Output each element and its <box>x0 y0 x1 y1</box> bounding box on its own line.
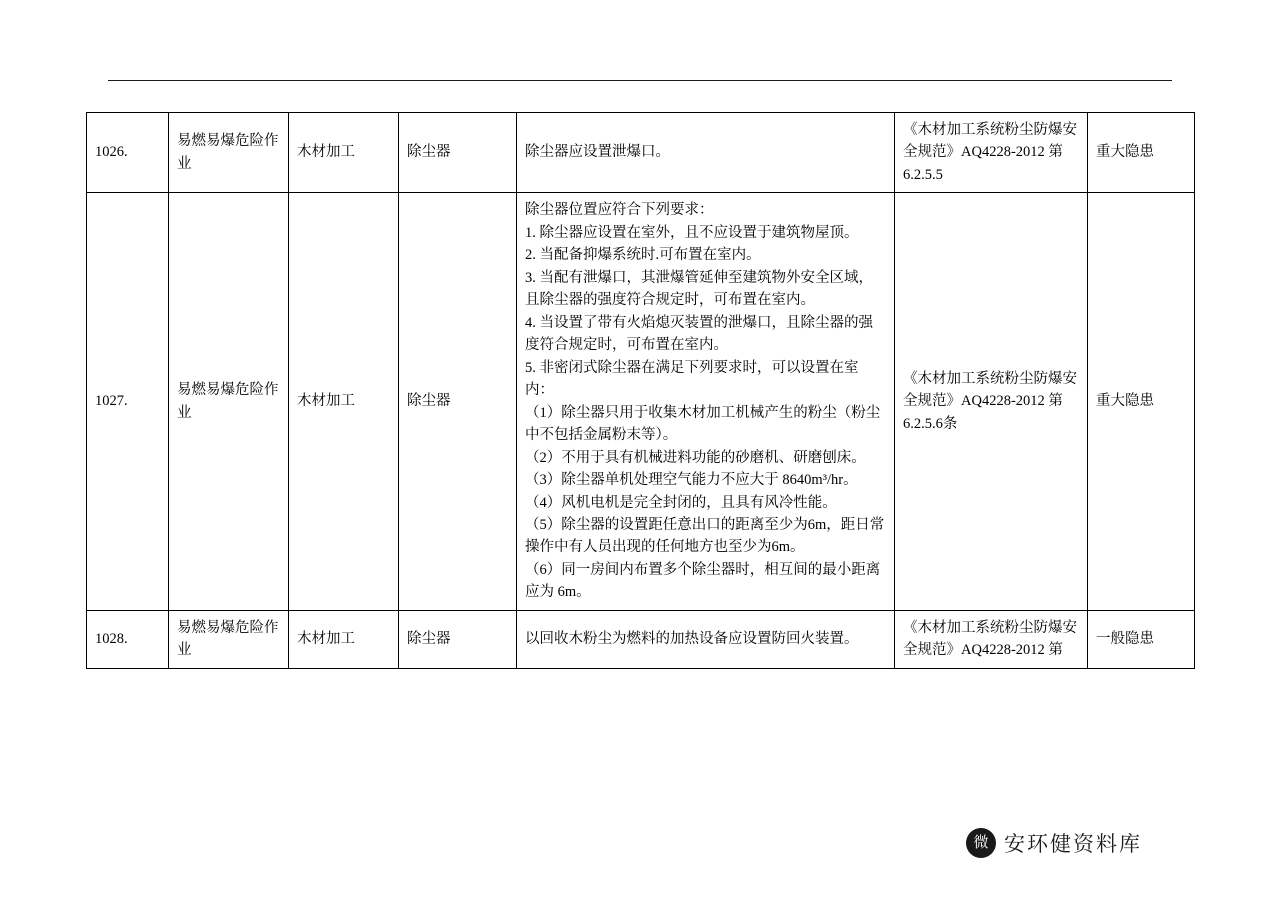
row-description: 以回收木粉尘为燃料的加热设备应设置防回火装置。 <box>517 610 895 668</box>
header-rule <box>108 80 1172 81</box>
desc-line: 除尘器位置应符合下列要求： <box>525 202 714 219</box>
row-level: 一般隐患 <box>1088 610 1195 668</box>
row-reference: 《木材加工系统粉尘防爆安全规范》AQ4228-2012 第6.2.5.5 <box>895 113 1088 193</box>
row-industry: 木材加工 <box>289 610 399 668</box>
wechat-logo-icon: 微 <box>966 828 996 858</box>
desc-line: （1）除尘器只用于收集木材加工机械产生的粉尘（粉尘中不包括金属粉末等）。 <box>525 404 881 444</box>
desc-line: 4. 当设置了带有火焰熄灭装置的泄爆口，且除尘器的强度符合规定时，可布置在室内。 <box>525 314 873 354</box>
row-number: 1028. <box>87 610 169 668</box>
footer-brand <box>966 828 1142 858</box>
table-row <box>87 610 1195 668</box>
desc-line: 1. 除尘器应设置在室外，且不应设置于建筑物屋顶。 <box>525 224 859 241</box>
desc-line: （3）除尘器单机处理空气能力不应大于 8640m³/hr。 <box>525 472 858 489</box>
table-row <box>87 193 1195 610</box>
row-number: 1027. <box>87 193 169 610</box>
row-description <box>517 193 895 610</box>
row-industry: 木材加工 <box>289 193 399 610</box>
desc-line: （6）同一房间内布置多个除尘器时，相互间的最小距离应为 6m。 <box>525 561 881 601</box>
row-device: 除尘器 <box>399 610 517 668</box>
desc-line: （5）除尘器的设置距任意出口的距离至少为6m，距日常操作中有人员出现的任何地方也至少为6m。 <box>525 516 885 556</box>
row-description: 除尘器应设置泄爆口。 <box>517 113 895 193</box>
row-reference: 《木材加工系统粉尘防爆安全规范》AQ4228-2012 第6.2.5.6条 <box>895 193 1088 610</box>
hazard-checklist-table <box>86 112 1195 669</box>
brand-name: 安环健资料库 <box>1004 832 1142 856</box>
row-device: 除尘器 <box>399 193 517 610</box>
row-category: 易燃易爆危险作业 <box>169 113 289 193</box>
row-industry: 木材加工 <box>289 113 399 193</box>
row-level: 重大隐患 <box>1088 193 1195 610</box>
desc-line: （4）风机电机是完全封闭的，且具有风冷性能。 <box>525 494 837 511</box>
row-reference: 《木材加工系统粉尘防爆安全规范》AQ4228-2012 第 <box>895 610 1088 668</box>
desc-line: 3. 当配有泄爆口，其泄爆管延伸至建筑物外安全区域，且除尘器的强度符合规定时，可布置在室内。 <box>525 269 873 309</box>
desc-line: 5. 非密闭式除尘器在满足下列要求时，可以设置在室内： <box>525 359 859 399</box>
table-row <box>87 113 1195 193</box>
row-number: 1026. <box>87 113 169 193</box>
row-category: 易燃易爆危险作业 <box>169 193 289 610</box>
desc-line: 2. 当配备抑爆系统时.可布置在室内。 <box>525 247 761 264</box>
row-level: 重大隐患 <box>1088 113 1195 193</box>
desc-line: （2）不用于具有机械进料功能的砂磨机、研磨刨床。 <box>525 449 866 466</box>
row-device: 除尘器 <box>399 113 517 193</box>
row-category: 易燃易爆危险作业 <box>169 610 289 668</box>
